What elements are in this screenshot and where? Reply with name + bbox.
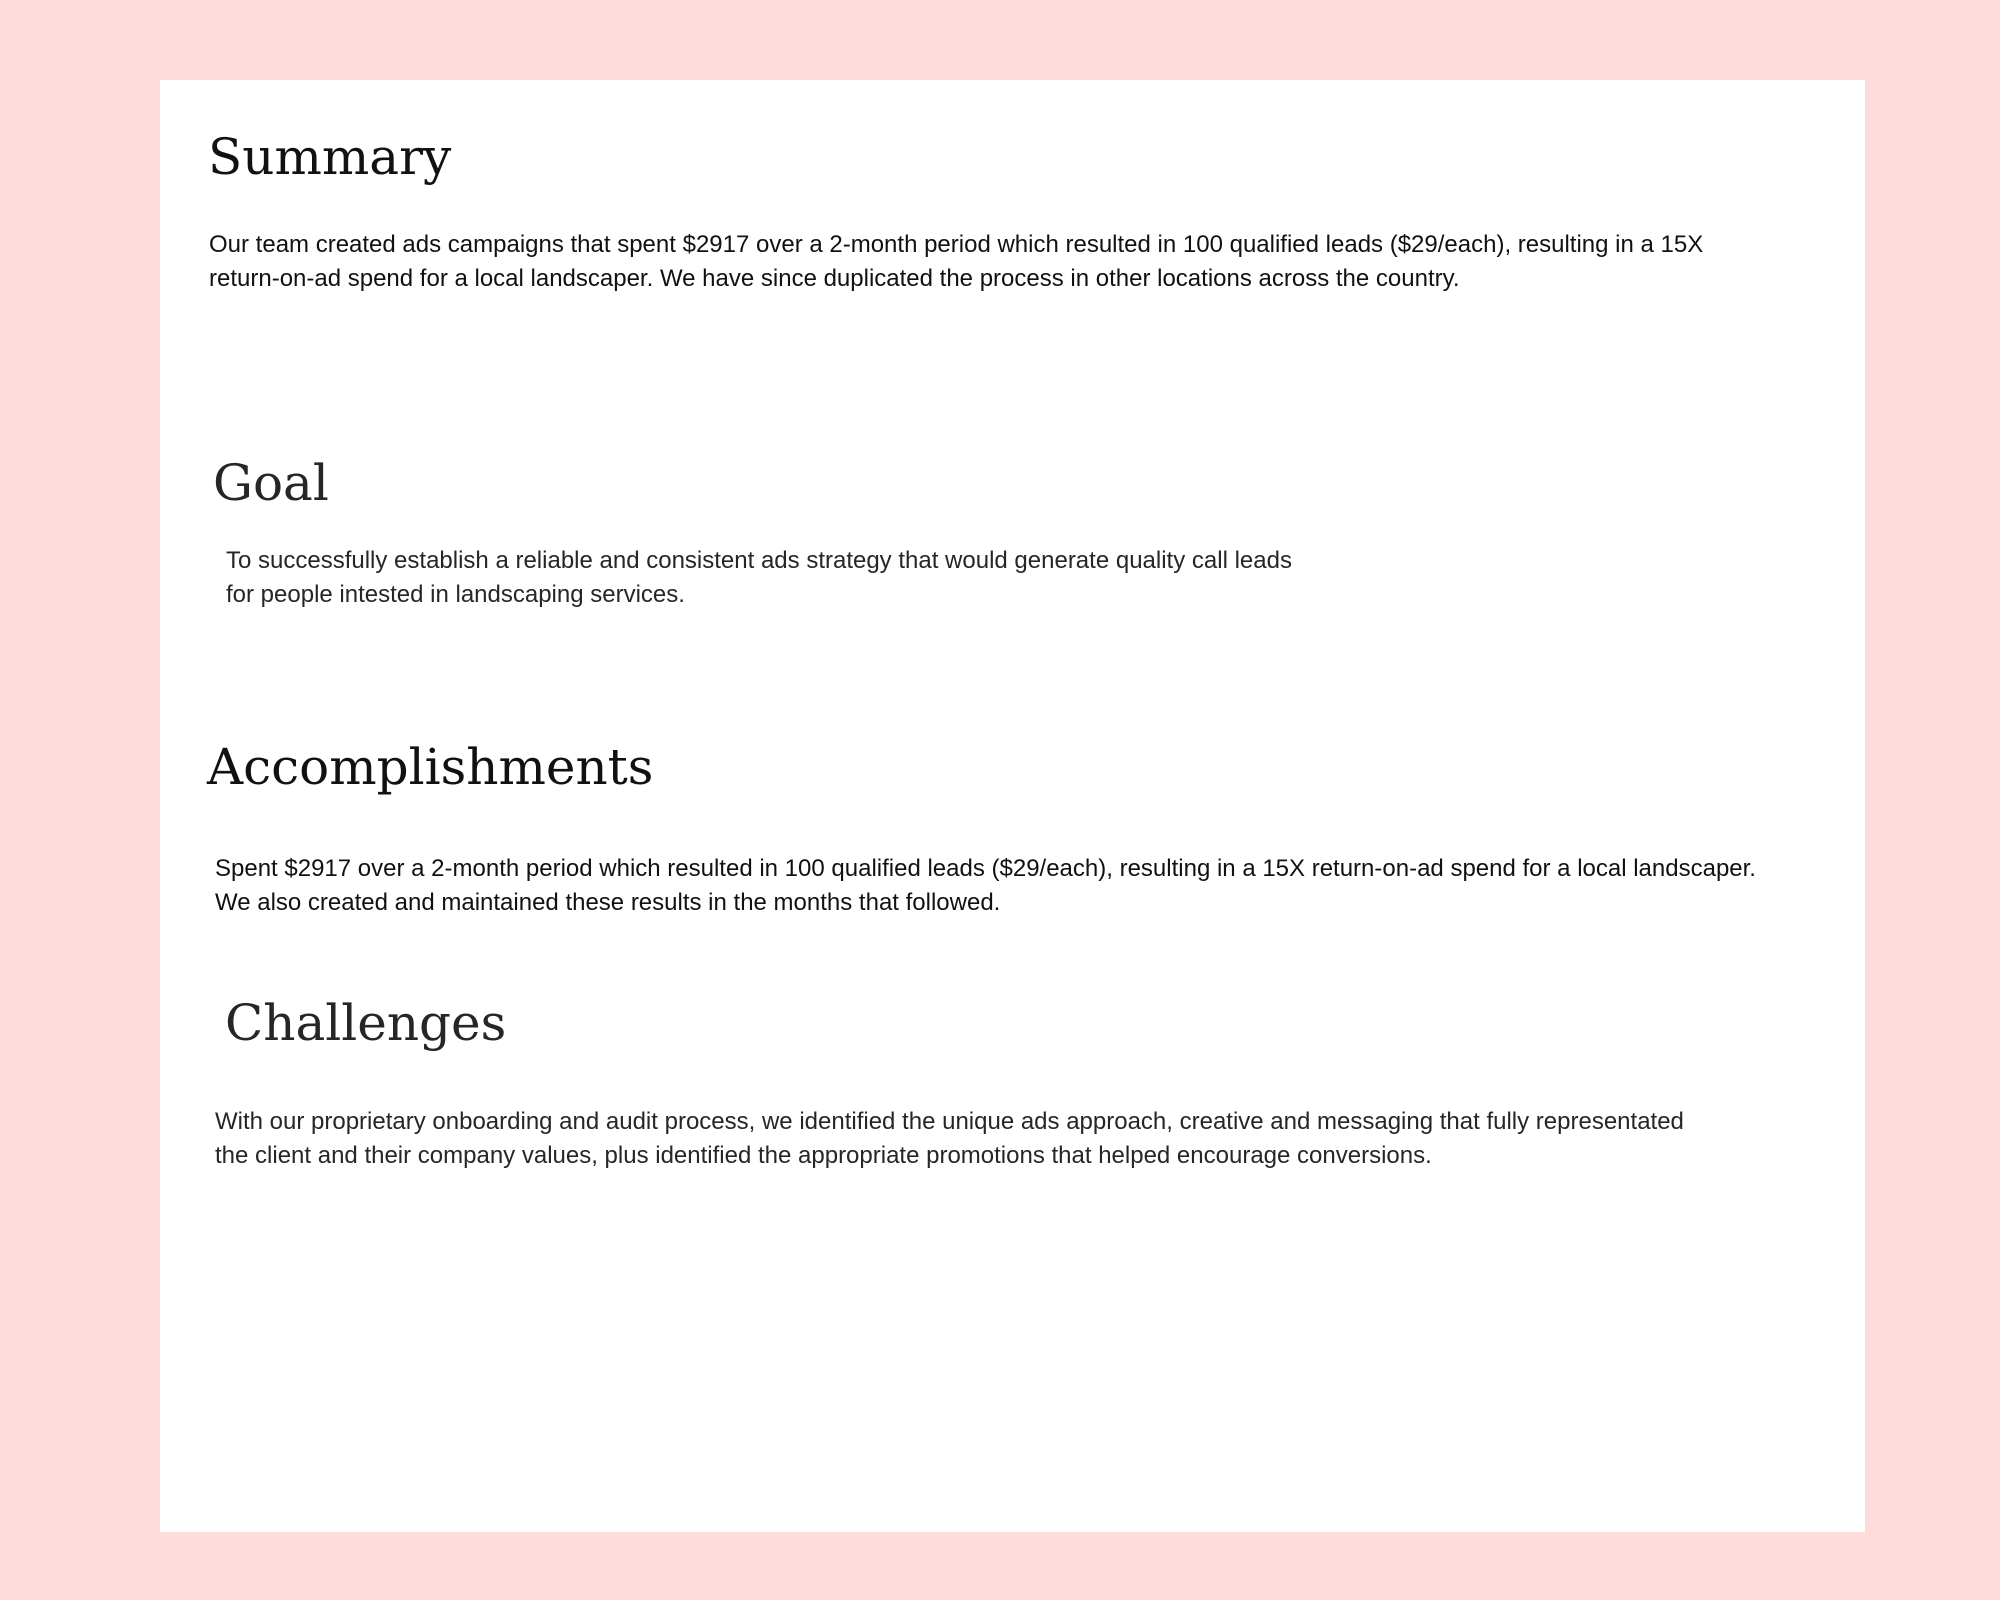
summary-heading: Summary bbox=[208, 128, 452, 186]
goal-text: To successfully establish a reliable and consistent ads strategy that would generate quality call leads for people intested in landscaping services. bbox=[226, 547, 1292, 608]
accomplishments-text: Spent $2917 over a 2-month period which resulted in 100 qualified leads ($29/each), resulting in a 15X return-on-ad spend for a local landscaper. We also created and maintained these results in the months that followed. bbox=[215, 855, 1756, 916]
document-page bbox=[160, 80, 1865, 1532]
goal-heading: Goal bbox=[213, 454, 329, 512]
summary-text: Our team created ads campaigns that spent $2917 over a 2-month period which resulted in 100 qualified leads ($29/each), resulting in a 15X return-on-ad spend for a local landscaper. We have since duplicated the process in other locations across the country. bbox=[209, 231, 1704, 292]
challenges-text: With our proprietary onboarding and audit process, we identified the unique ads approach, creative and messaging that fully representated the client and their company values, plus identified the appropriate promotions that helped encourage conversions. bbox=[215, 1108, 1684, 1169]
challenges-heading: Challenges bbox=[225, 994, 507, 1052]
accomplishments-heading: Accomplishments bbox=[207, 738, 654, 796]
